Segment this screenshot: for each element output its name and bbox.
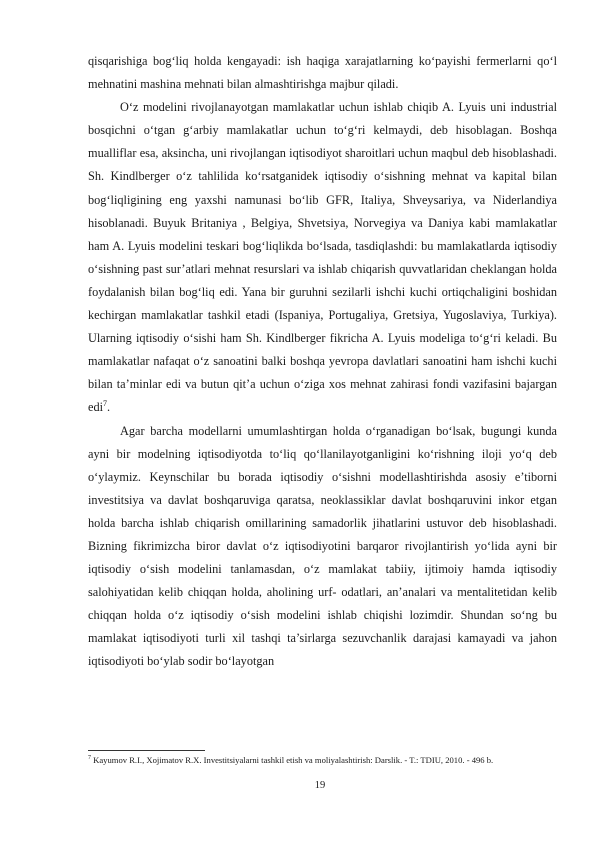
page-number: 19 xyxy=(314,780,326,791)
paragraph-text: qisqarishiga bog‘liq holda kengayadi: ish haqiga xarajatlarning ko‘payishi fermerlarni qo‘l mehnatini mashina mehnati bilan almashtirishga majbur qiladi. xyxy=(88,54,557,92)
footnote-marker: 7 xyxy=(88,755,91,761)
footnote-text: Kayumov R.I., Xojimatov R.X. Investitsiyalarni tashkil etish va moliyalashtirish: Darslik. - T.: TDIU, 2010. - 496 b. xyxy=(91,754,494,765)
paragraph-conclusion xyxy=(88,420,557,674)
paragraph-lyuis-model: O‘z modelini rivojlanayotgan mamlakatlar uchun ishlab chiqib A. Lyuis uni industrial bosqichni o‘tgan g‘arbiy mamlakatlar uchun to‘g‘ri kelmaydi, deb hisoblagan. Boshqa mualliflar esa, aksincha, uni rivojlangan iqtisodiyot sharoitlari uchun maqbul deb hisoblashadi. Sh. Kindlberger o‘z tahlilida ko‘rsatganidek iqtisodiy o‘sishning mehnat va kapital bilan bog‘liqligining eng yaxshi namunasi bo‘lib GFR, Italiya, Shveysariya, va Niderlandiya hisoblanadi. Buyuk Britaniya , Belgiya, Shvetsiya, Norvegiya va Daniya kabi mamlakatlar ham A. Lyuis modelini teskari bog‘liqlikda bo‘lsada, tasdiqlashdi: bu mamlakatlarda iqtisodiy o‘sishning past sur’atlari mehnat resurslari va ishlab chiqarish quvvatlaridan cheklangan holda foydalanish bilan bog‘liq edi. Yana bir guruhni sezilarli ishchi kuchi ortiqchaligini boshidan kechirgan mamlakatlar tashkil etadi (Ispaniya, Portugaliya, Gretsiya, Yugoslaviya, Turkiya). Ularning iqtisodiy o‘sishi ham Sh. Kindlberger fikricha A. Lyuis modeliga to‘g‘ri keladi. Bu mamlakatlar nafaqat o‘z sanoatini balki boshqa yevropa davlatlari sanoatini ham ishchi kuchi bilan ta’minlar edi va butun qit’a uchun o‘ziga xos mehnat zahirasi fondi vazifasini bajargan edi$^7$. xyxy=(88,100,557,415)
body-text xyxy=(88,50,557,674)
paragraph-text: O‘z modelini rivojlanayotgan mamlakatlar uchun ishlab chiqib A. Lyuis uni industrial bosqichni o‘tgan g‘arbiy mamlakatlar uchun to‘g‘ri kelmaydi, deb hisoblagan. Boshqa mualliflar esa, aksincha, uni rivojlangan iqtisodiyot sharoitlari uchun maqbul deb hisoblashadi. Sh. Kindlberger o‘z tahlilida ko‘rsatganidek iqtisodiy o‘sishning mehnat va kapital bilan bog‘liqligining eng yaxshi namunasi bo‘lib GFR, Italiya, Shveysariya, va Niderlandiya hisoblanadi. Buyuk Britaniya , Belgiya, Shvetsiya, Norvegiya va Daniya kabi mamlakatlar ham A. Lyuis modelini teskari bog‘liqlikda bo‘lsada, tasdiqlashdi: bu mamlakatlarda iqtisodiy o‘sishning past sur’atlari mehnat resurslari va ishlab chiqarish quvvatlaridan cheklangan holda foydalanish bilan bog‘liq edi. Yana bir guruhni sezilarli ishchi kuchi ortiqchaligini boshidan kechirgan mamlakatlar tashkil etadi (Ispaniya, Portugaliya, Gretsiya, Yugoslaviya, Turkiya). Ularning iqtisodiy o‘sishi ham Sh. Kindlberger fikricha A. Lyuis modeliga to‘g‘ri keladi. Bu mamlakatlar nafaqat o‘z sanoatini balki boshqa yevropa davlatlari sanoatini ham ishchi kuchi bilan ta’minlar edi va butun qit’a uchun o‘ziga xos mehnat zahirasi fondi vazifasini bajargan edi xyxy=(88,100,557,415)
footnote xyxy=(88,753,557,766)
paragraph-continued xyxy=(88,50,557,96)
paragraph-text: Agar barcha modellarni umumlashtirgan holda o‘rganadigan bo‘lsak, bugungi kunda ayni bir modelning iqtisodiyotda to‘liq qo‘llanilayotganligini ko‘rishning iloji yo‘q deb o‘ylaymiz. Keynschilar bu borada iqtisodiy o‘sishni modellashtirishda asosiy e’tiborni investitsiya va davlat boshqaruviga qaratsa, neoklassiklar davlat boshqaruvini inkor etgan holda barcha ishlab chiqarish omillarining samadorlik jihatlarini ustuvor deb hisoblashadi. Bizning fikrimizcha biror davlat o‘z iqtisodiyotini barqaror rivojlantirish yo‘lida ayni bir iqtisodiy o‘sish modelini tanlamasdan, o‘z mamlakat tabiiy, ijtimoiy hamda iqtisodiy salohiyatidan kelib chiqqan holda, aholining urf- odatlari, an’analari va mentalitetidan kelib chiqqan holda o‘z iqtisodiy o‘sish modelini ishlab chiqishi lozimdir. Shundan so‘ng bu mamlakat iqtisodiyoti turli xil tashqi ta’sirlarga sezuvchanlik darajasi kamayadi va jahon iqtisodiyoti bo‘ylab sodir bo‘layotgan xyxy=(88,423,557,669)
footnote-reference[interactable]: 7 xyxy=(103,399,108,409)
footnote-separator xyxy=(88,750,205,751)
